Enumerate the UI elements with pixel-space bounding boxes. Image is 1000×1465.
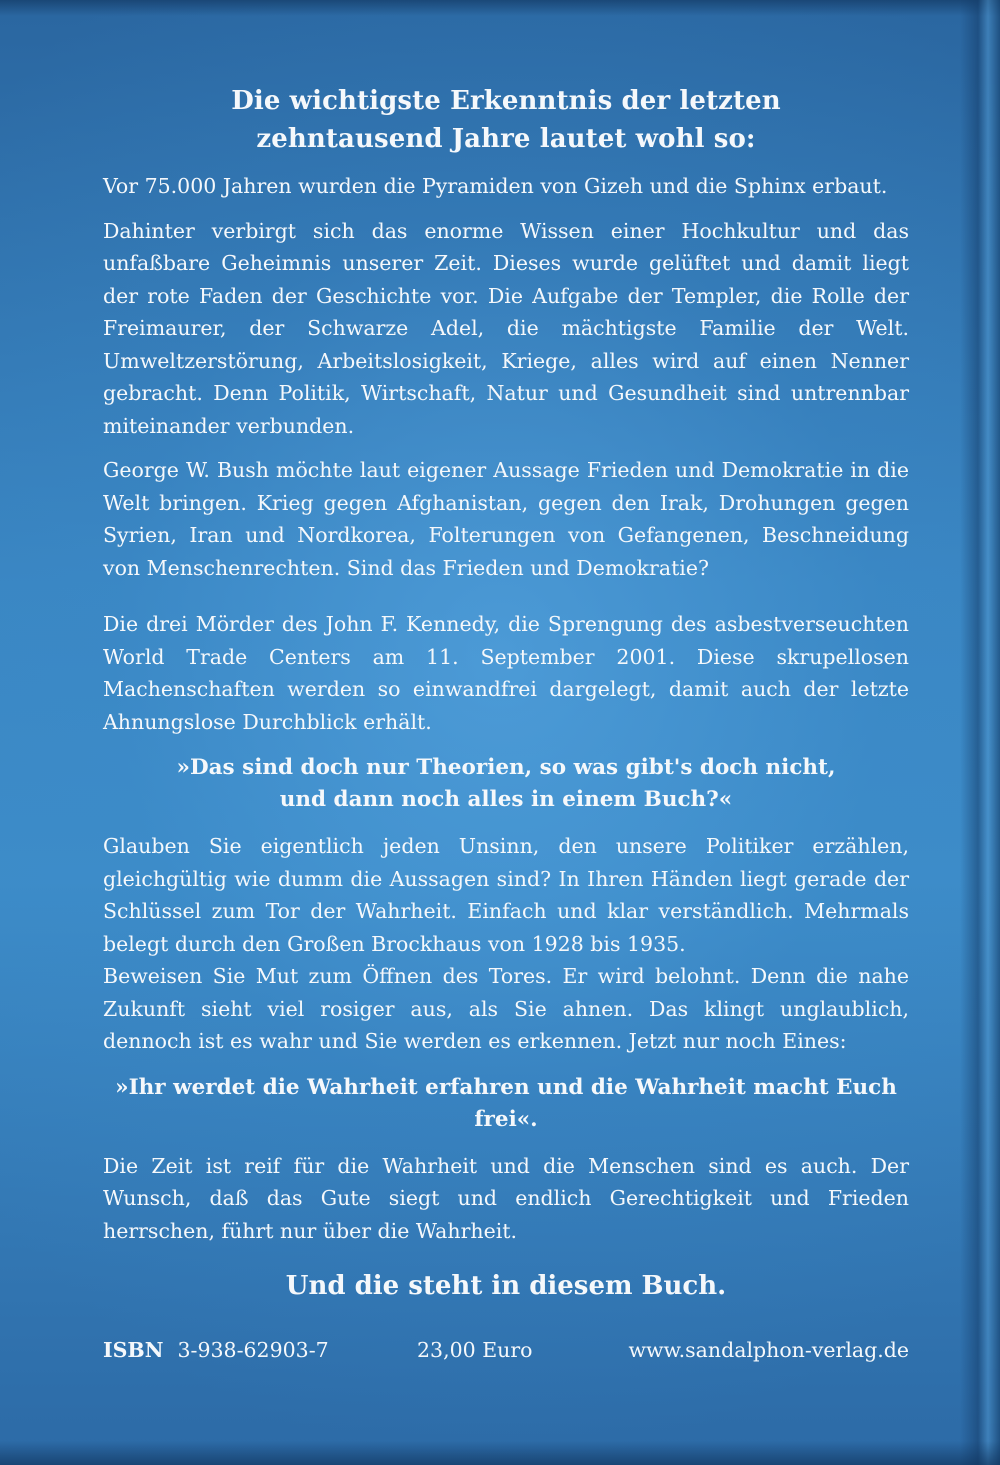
publisher-url: www.sandalphon-verlag.de: [628, 1338, 909, 1362]
paragraph-kennedy: Die drei Mörder des John F. Kennedy, die Sprengung des asbestverseuchten World Trade Centers am 11. September 2001. Diese skrupellosen Machenschaften werden so einwandfrei dargelegt, damit auch der letzte Ahnungslose Durchblick erhält.: [103, 612, 909, 734]
cover-bottom-edge: [0, 1441, 1000, 1465]
paragraph-secret: Dahinter verbirgt sich das enorme Wissen einer Hochkultur und das unfaßbare Geheimnis unserer Zeit. Dieses wurde gelüftet und damit liegt der rote Faden der Geschichte vor. Die Aufgabe der Templer, die Rolle der Freimaurer, der Schwarze Adel, die mächtigste Familie der Welt. Umweltzerstörung, Arbeitslosigkeit, Kriege, alles wird auf einen Nenner gebracht. Denn Politik, Wirtschaft, Natur und Gesundheit sind untrennbar miteinander verbunden.: [103, 218, 909, 438]
paragraph-pyramids: Vor 75.000 Jahren wurden die Pyramiden von Gizeh und die Sphinx erbaut.: [103, 174, 888, 198]
blurb-text: [103, 82, 909, 1305]
quote-theories-line-1: »Das sind doch nur Theorien, so was gibt's doch nicht,: [176, 755, 836, 780]
headline: [103, 82, 909, 158]
paragraph-politicians: Glauben Sie eigentlich jeden Unsinn, den unsere Politiker erzählen, gleichgültig wie dumm die Aussagen sind? In Ihren Händen liegt gerade der Schlüssel zum Tor der Wahrheit. Einfach und klar verständlich. Mehrmals belegt durch den Großen Brockhaus von 1928 bis 1935.: [103, 834, 909, 956]
isbn: [103, 1334, 329, 1366]
price: 23,00 Euro: [417, 1338, 533, 1362]
paragraph-bush: George W. Bush möchte laut eigener Aussage Frieden und Demokratie in die Welt bringen. Krieg gegen Afghanistan, gegen den Irak, Drohungen gegen Syrien, Iran und Nordkorea, Folterungen von Gefangenen, Beschneidung von Menschenrechten. Sind das Frieden und Demokratie?: [103, 458, 909, 580]
headline-line-1: Die wichtigste Erkenntnis der letzten: [231, 86, 781, 116]
quote-theories-line-2: und dann noch alles in einem Buch?«: [279, 787, 733, 812]
isbn-label: ISBN: [103, 1338, 164, 1362]
book-spine-edge: [960, 0, 1000, 1465]
closing-line: Und die steht in diesem Buch.: [285, 1271, 727, 1301]
paragraph-courage: Beweisen Sie Mut zum Öffnen des Tores. Er wird belohnt. Denn die nahe Zukunft sieht viel rosiger aus, als Sie ahnen. Das klingt unglaublich, dennoch ist es wahr und Sie werden es erkennen. Jetzt nur noch Eines:: [103, 964, 909, 1053]
cover-top-edge: [0, 0, 1000, 16]
quote-truth: »Ihr werdet die Wahrheit erfahren und die Wahrheit macht Euch frei«.: [115, 1074, 897, 1132]
cover-footer: [103, 1334, 909, 1366]
isbn-number: 3-938-62903-7: [177, 1338, 329, 1362]
paragraph-time: Die Zeit ist reif für die Wahrheit und die Menschen sind es auch. Der Wunsch, daß das Gute siegt und endlich Gerechtigkeit und Frieden herrschen, führt nur über die Wahrheit.: [103, 1153, 909, 1243]
quote-theories: [103, 752, 909, 816]
headline-line-2: zehntausend Jahre lautet wohl so:: [256, 124, 756, 154]
